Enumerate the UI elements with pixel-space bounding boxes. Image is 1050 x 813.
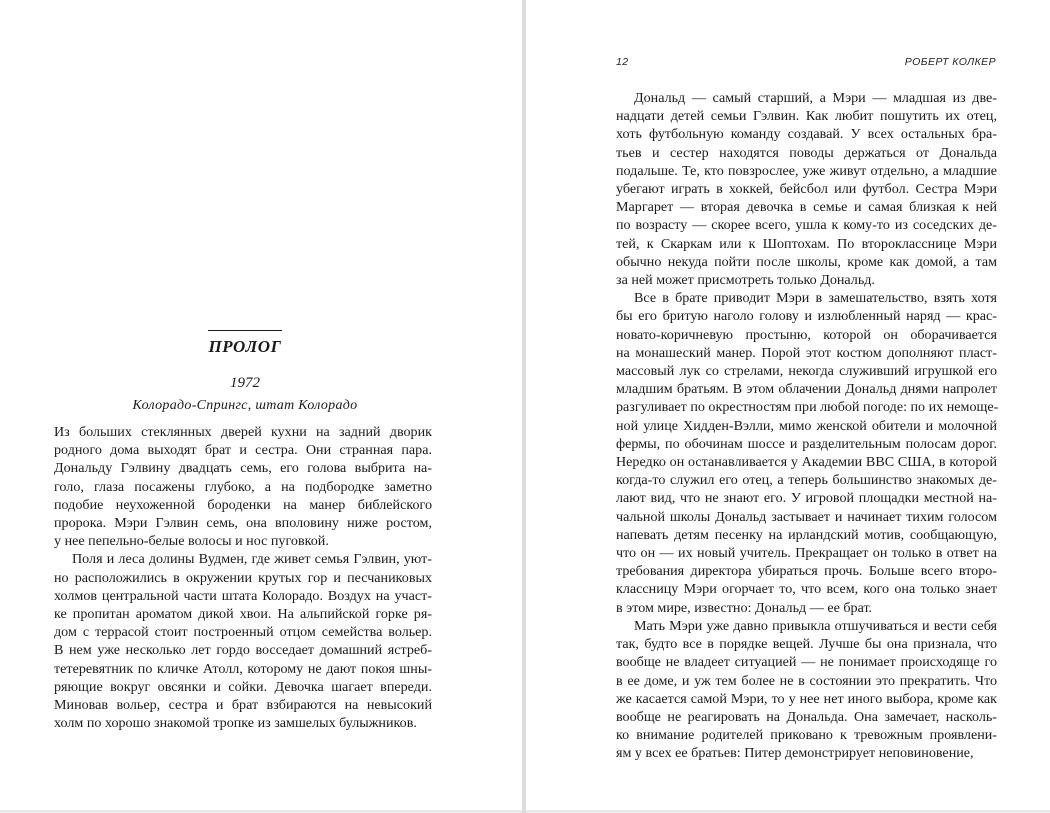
text-line: дом с террасой стоит построенный отцом семейства вольер. — [54, 624, 432, 641]
text-line: Из больших стеклянных дверей кухни на задний дворик — [54, 424, 432, 440]
text-line: классницу Мэри огорчает то, что всем, кого она только знает — [616, 581, 997, 598]
text-line: Дональду Гэлвину двадцать семь, его голова выбрита на- — [54, 460, 432, 477]
text-line: когда-то служил его отец, а теперь большинство знакомых де- — [616, 472, 997, 489]
text-line: надцати детей семьи Гэлвин. Как любит пошутить их отец, — [616, 108, 997, 125]
paragraph — [616, 617, 997, 763]
paragraph — [54, 550, 432, 732]
left-body-text — [54, 423, 432, 732]
text-line: по возрасту — скорее всего, ушла к кому-то из соседских де- — [616, 217, 997, 234]
text-line: Дональд — самый старший, а Мэри — младшая из две- — [634, 90, 997, 106]
text-line: подальше. Те, кто повзрослее, уже живут отдельно, а младшие — [616, 162, 997, 179]
text-line: родного дома выходят брат и сестра. Они странная пара. — [54, 442, 432, 459]
text-line: ко внимание родителей приковано к тревожным проявлени- — [616, 727, 997, 744]
text-line: но расположились в окружении крутых гор и песчаниковых — [54, 569, 432, 586]
chapter-year: 1972 — [230, 375, 260, 392]
right-body-text — [616, 89, 997, 763]
text-line: вообще не владеет ситуацией — не понимает происходяще го — [616, 654, 997, 671]
text-line: что он — их новый учитель. Прекращает он только в ответ на — [616, 545, 997, 562]
text-line: Мать Мэри уже давно привыкла отшучиваться и вести себя — [634, 617, 997, 634]
text-line: убегают играть в хоккей, бейсбол или футбол. Сестра Мэри — [616, 181, 997, 198]
text-line: массовый лук со стрелами, некогда служивший игрушкой его — [616, 363, 997, 380]
text-line: лают вид, что не знают его. У игровой площадки местной на- — [616, 490, 997, 507]
text-line: же касается самой Мэри, то у нее нет иного выбора, кроме как — [616, 690, 997, 707]
paragraph — [616, 89, 997, 289]
text-line: голо, глаза посажены глубоко, а на подбородке заметно — [54, 478, 432, 495]
paragraph — [616, 289, 997, 617]
text-line: Миновав вольер, сестра и брат взбираются на невысокий — [54, 697, 432, 714]
text-line: чальной школы Дональд застывает и начинает тихим голосом — [616, 508, 997, 525]
text-line: фермы, по обочинам шоссе и разделительным полосам дорог. — [616, 435, 997, 452]
text-line: пророка. Мэри Гэлвин семь, она вполовину ниже ростом, — [54, 515, 432, 532]
text-line: младшим братьям. В этом облачении Дональд днями напролет — [616, 381, 997, 398]
title-rule — [208, 330, 282, 331]
text-line: ям у всех ее братьев: Питер демонстрирует неповиновение, — [616, 745, 974, 762]
text-line: Все в брате приводит Мэри в замешательство, взять хотя — [634, 290, 997, 307]
chapter-heading — [50, 330, 440, 414]
text-line: бы его бритую наголо голову и излюбленный наряд — крас- — [616, 308, 997, 325]
text-line: В нем уже несколько лет гордо восседает домашний ястреб- — [54, 642, 432, 659]
running-head-author: РОБЕРТ КОЛКЕР — [904, 56, 996, 68]
text-line: требования директора убираться прочь. Больше всего второ- — [616, 563, 997, 580]
text-line: холм по хорошо знакомой тропке из замшелых булыжников. — [54, 715, 417, 732]
running-head — [616, 56, 996, 68]
text-line: хоть футбольную команду создавай. У всех остальных бра- — [616, 126, 997, 143]
text-line: новато-коричневую простыню, которой он оборачивается — [616, 326, 997, 343]
text-line: ряющие вокруг овсянки и сойки. Девочка шагает впереди. — [54, 678, 432, 695]
text-line: ке пропитан ароматом дикой хвои. На альпийской горке ря- — [54, 606, 432, 623]
text-line: тетеревятник по кличке Атолл, которому не дают покоя шны- — [54, 660, 432, 677]
text-line: подобие неухоженной бороденки на манер библейского — [54, 496, 432, 513]
text-line: тей, к Скаркам или к Шоптохам. По второкласснице Мэри — [616, 235, 997, 252]
text-line: в ее доме, и уж тем более не в состоянии это прекратить. Что — [616, 672, 997, 689]
text-line: в этом мире, известно: Дональд — ее брат. — [616, 599, 873, 616]
text-line: холмов центральной части штата Колорадо. Воздух на участ- — [54, 587, 432, 604]
page-number: 12 — [616, 56, 629, 68]
text-line: у нее пепельно-белые волосы и нос пуговкой. — [54, 533, 329, 550]
text-line: Нередко он останавливается у Академии ВВС США, в которой — [616, 454, 997, 471]
text-line: на монашеский манер. Порой этот костюм дополняют пласт- — [616, 344, 997, 361]
text-line: Маргарет — вторая девочка в семье и самая близкая к ней — [616, 199, 997, 216]
text-line: напевать детям песенку на ирландский мотив, сообщающую, — [616, 526, 997, 543]
chapter-place: Колорадо-Спрингс, штат Колорадо — [132, 398, 358, 414]
text-line: так, будто все в порядке вещей. Лучше бы она признала, что — [616, 636, 997, 653]
text-line: обычно некуда пойти после школы, кроме как домой, а там — [616, 253, 997, 270]
chapter-title: ПРОЛОГ — [208, 337, 282, 357]
text-line: Поля и леса долины Вудмен, где живет семья Гэлвин, уют- — [72, 551, 432, 568]
text-line: тьев и сестер находятся поводы держаться от Дональда — [616, 144, 997, 161]
paragraph — [54, 423, 432, 550]
left-page — [0, 0, 522, 810]
text-line: вообще не реагировать на Дональда. Она замечает, насколь- — [616, 708, 997, 725]
text-line: за ней может присмотреть только Дональд. — [616, 272, 875, 289]
text-line: ной улице Хидден-Вэлли, мимо женской обители и молочной — [616, 417, 997, 434]
text-line: разгуливает по окрестностям при любой погоде: по их немоще- — [616, 399, 999, 416]
